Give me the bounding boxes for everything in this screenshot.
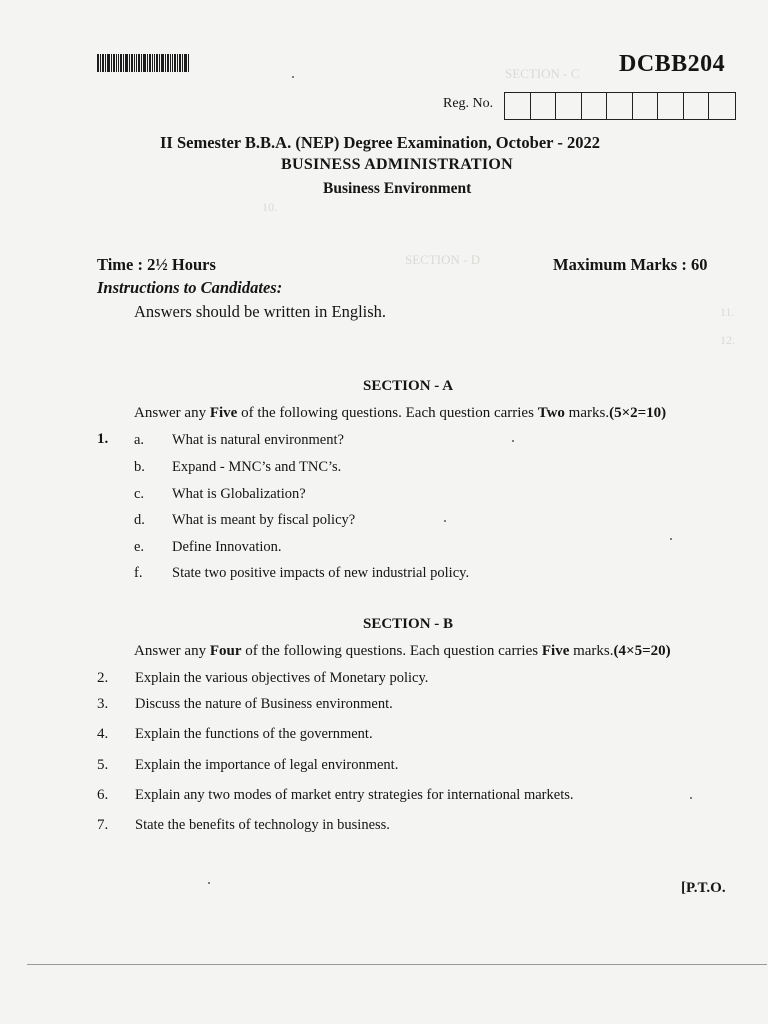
question-number: 4. [97, 726, 109, 742]
question-text: Explain any two modes of market entry strategies for international markets. [135, 787, 574, 803]
reg-no-boxes[interactable] [504, 92, 736, 120]
reg-no-box[interactable] [658, 93, 684, 119]
instructions-title: Instructions to Candidates: [97, 278, 283, 297]
instruction-text: marks. [569, 643, 614, 659]
instruction-total: (5×2=10) [609, 405, 667, 421]
sub-question-letter: c. [134, 486, 145, 502]
section-b-title: SECTION - B [363, 616, 454, 632]
reg-no-box[interactable] [556, 93, 582, 119]
instruction-text: of the following questions. Each question carries [241, 643, 542, 659]
scan-speck [292, 76, 294, 78]
question-number: 7. [97, 817, 109, 833]
section-a-instruction [134, 405, 666, 422]
reg-no-box[interactable] [709, 93, 735, 119]
question-text: Discuss the nature of Business environment. [135, 696, 393, 712]
maximum-marks: Maximum Marks : 60 [553, 255, 708, 274]
please-turn-over: [P.T.O. [681, 880, 726, 896]
reg-no-box[interactable] [684, 93, 710, 119]
time-allowed: Time : 2½ Hours [97, 255, 216, 274]
instruction-count: Four [209, 643, 242, 659]
question-number: 6. [97, 787, 109, 803]
sub-question-letter: b. [134, 459, 145, 475]
paper-name: Business Environment [323, 180, 472, 197]
instruction-text: of the following questions. Each question carries [237, 405, 538, 421]
sub-question-text: Expand - MNC’s and TNC’s. [172, 459, 342, 475]
reg-no-box[interactable] [531, 93, 557, 119]
scan-edge-line [27, 964, 767, 965]
scan-speck [670, 538, 672, 540]
question-number: 3. [97, 696, 109, 712]
sub-question-letter: a. [134, 432, 145, 448]
sub-question-letter: d. [134, 512, 145, 528]
scan-speck [690, 797, 692, 799]
sub-question-text: What is natural environment? [172, 432, 344, 448]
reg-no-box[interactable] [607, 93, 633, 119]
question-text: Explain the various objectives of Monetary policy. [135, 670, 429, 686]
question-text: Explain the importance of legal environment. [135, 757, 399, 773]
sub-question-text: State two positive impacts of new industrial policy. [172, 565, 470, 581]
sub-question-text: Define Innovation. [172, 539, 282, 555]
bleed-through-text: 11. [720, 305, 735, 319]
barcode [97, 54, 201, 72]
reg-no-box[interactable] [505, 93, 531, 119]
paper-code: DCBB204 [619, 51, 726, 77]
sub-question-text: What is Globalization? [172, 486, 306, 502]
question-text: State the benefits of technology in business. [135, 817, 390, 833]
reg-no-box[interactable] [633, 93, 659, 119]
reg-no-box[interactable] [582, 93, 608, 119]
instruction-text: Answer any [134, 405, 210, 421]
instruction-text: Answer any [134, 643, 210, 659]
scan-speck [444, 520, 446, 522]
bleed-through-text: 10. [262, 200, 277, 214]
bleed-through-text: SECTION - C [505, 66, 580, 81]
question-text: Explain the functions of the government. [135, 726, 373, 742]
sub-question-text: What is meant by fiscal policy? [172, 512, 356, 528]
scan-speck [512, 440, 514, 442]
sub-question-letter: e. [134, 539, 145, 555]
bleed-through-text: SECTION - D [405, 252, 481, 267]
bleed-through-text: 12. [720, 333, 735, 347]
instruction-text: marks. [564, 405, 610, 421]
instruction-count: Five [209, 405, 238, 421]
question-number: 5. [97, 757, 109, 773]
instruction-marks: Two [537, 405, 565, 421]
scan-speck [208, 882, 210, 884]
section-b-instruction [134, 643, 671, 660]
instructions-text: Answers should be written in English. [134, 302, 387, 321]
question-number: 1. [97, 431, 109, 447]
exam-title: II Semester B.B.A. (NEP) Degree Examination, October - 2022 [160, 133, 600, 152]
question-number: 2. [97, 670, 109, 686]
sub-question-letter: f. [134, 565, 143, 581]
instruction-marks: Five [541, 643, 570, 659]
reg-no-label: Reg. No. [443, 96, 494, 111]
instruction-total: (4×5=20) [613, 643, 671, 659]
section-a-title: SECTION - A [363, 378, 454, 394]
subject-title: BUSINESS ADMINISTRATION [281, 156, 514, 173]
